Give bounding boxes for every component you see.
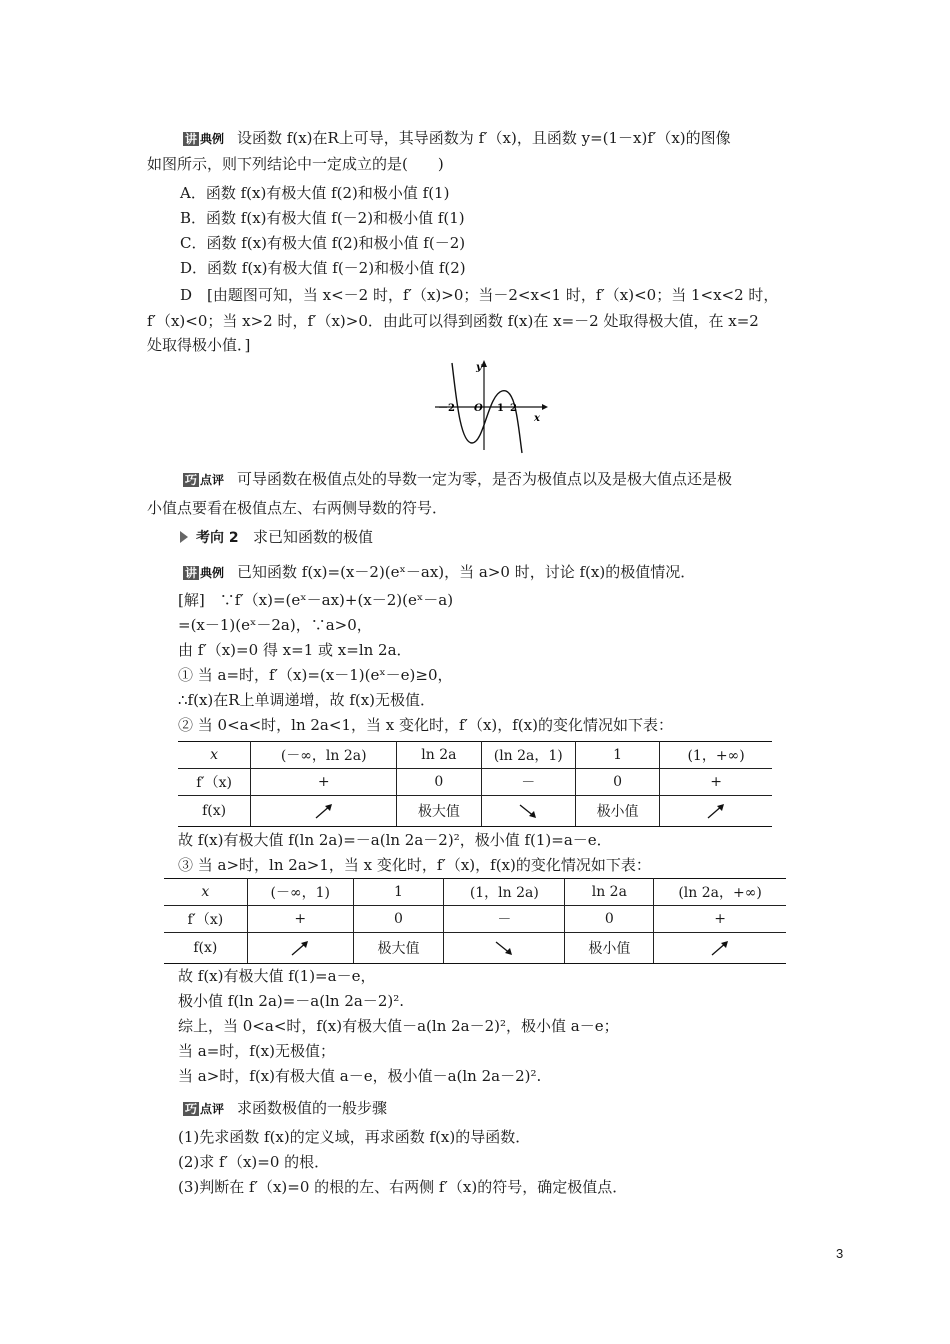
table-cell: (ln 2a，1) <box>481 742 575 769</box>
table-cell: 极大值 <box>397 796 481 827</box>
table-cell: + <box>654 906 786 933</box>
tick-1: 1 <box>497 403 504 414</box>
table-cell: (1，ln 2a) <box>444 879 565 906</box>
table-cell: x <box>210 747 219 763</box>
x-label: x <box>534 413 540 424</box>
comment-title: 求函数极值的一般步骤 <box>237 1099 388 1117</box>
conclusion-line: 故 f(x)有极大值 f(1)=a－e， <box>178 967 376 985</box>
triangle-icon <box>180 531 188 543</box>
solution-line: =(x－1)(eˣ－2a)，∵a>0， <box>178 616 372 634</box>
y-label: y <box>476 362 482 373</box>
increasing-arrow-icon <box>705 802 727 820</box>
increasing-arrow-icon <box>313 802 335 820</box>
table-cell: x <box>201 884 210 900</box>
tag-box: 讲 <box>185 132 198 146</box>
comment2-header <box>180 1097 387 1119</box>
table-cell: ln 2a <box>397 742 481 769</box>
table-cell: ln 2a <box>565 879 654 906</box>
table-cell: 极小值 <box>565 933 654 964</box>
table-row <box>178 769 772 796</box>
table-cell: (－∞，ln 2a) <box>251 742 397 769</box>
section-header <box>180 526 373 549</box>
table-cell: 1 <box>353 879 443 906</box>
table-cell <box>251 796 397 827</box>
table-cell <box>654 933 786 964</box>
answer-line2: f′（x)<0；当 x>2 时，f′（x)>0．由此可以得到函数 f(x)在 x=－2 处取得极大值，在 x=2 <box>147 312 759 330</box>
comment-tag <box>180 1100 227 1118</box>
tick-neg2: －2 <box>438 403 455 414</box>
table-cell: 极大值 <box>353 933 443 964</box>
table-cell: － <box>481 769 575 796</box>
origin-label: O <box>474 403 483 414</box>
conclusion-line: 极小值 f(ln 2a)=－a(ln 2a－2)². <box>178 992 404 1010</box>
question-text: 已知函数 f(x)=(x－2)(eˣ－ax)，当 a>0 时，讨论 f(x)的极值情况． <box>237 563 696 581</box>
table-cell: － <box>444 906 565 933</box>
option-a: A．函数 f(x)有极大值 f(2)和极小值 f(1) <box>180 184 450 202</box>
example1-question-line1 <box>180 127 731 149</box>
table-cell: 1 <box>575 742 659 769</box>
example2-question <box>180 561 695 583</box>
section-title: 求已知函数的极值 <box>252 528 373 546</box>
step-item: (2)求 f′（x)=0 的根． <box>178 1153 330 1171</box>
option-c: C．函数 f(x)有极大值 f(2)和极小值 f(－2) <box>180 234 466 252</box>
table-cell: (－∞，1) <box>247 879 353 906</box>
answer-line3: 处取得极小值．] <box>147 336 251 354</box>
tag-box: 巧 <box>185 473 198 487</box>
table-row <box>164 906 786 933</box>
table-cell: f′（x) <box>164 906 247 933</box>
solution-line: ① 当 a=时，f′（x)=(x－1)(eˣ－e)≥0， <box>178 666 453 684</box>
case3-line: ③ 当 a>时，ln 2a>1，当 x 变化时，f′（x)，f(x)的变化情况如下表： <box>178 856 651 874</box>
comment1-line1 <box>180 468 732 490</box>
answer-line1: D [由题图可知，当 x<－2 时，f′（x)>0；当－2<x<1 时，f′（x)<0；当 1<x<2 时， <box>180 286 779 304</box>
table-cell: 0 <box>353 906 443 933</box>
conclusion-line: 当 a>时，f(x)有极大值 a－e，极小值－a(ln 2a－2)². <box>178 1067 542 1085</box>
tag-text: 典例 <box>200 132 225 146</box>
table-cell <box>660 796 772 827</box>
table-cell: f(x) <box>178 796 251 827</box>
tag-text: 点评 <box>200 473 225 487</box>
variation-table-2 <box>164 878 786 964</box>
question-text: 设函数 f(x)在R上可导，其导函数为 f′（x)，且函数 y=(1－x)f′（x)的图像 <box>237 129 731 147</box>
table-cell: 0 <box>575 769 659 796</box>
table-cell: + <box>251 769 397 796</box>
comment-tag <box>180 471 227 489</box>
solution-line: 由 f′（x)=0 得 x=1 或 x=ln 2a． <box>178 641 412 659</box>
table-row <box>178 742 772 769</box>
variation-table-1 <box>178 741 772 827</box>
table-cell: 0 <box>397 769 481 796</box>
table-cell: (1，+∞) <box>660 742 772 769</box>
x-axis-arrow <box>542 404 548 410</box>
table-cell: 极小值 <box>575 796 659 827</box>
example-tag <box>180 130 227 148</box>
tag-box: 巧 <box>185 1102 198 1116</box>
tag-box: 讲 <box>185 566 198 580</box>
tag-text: 典例 <box>200 566 225 580</box>
table-cell <box>247 933 353 964</box>
table-cell: 0 <box>565 906 654 933</box>
step-item: (3)判断在 f′（x)=0 的根的左、右两侧 f′（x)的符号，确定极值点． <box>178 1178 628 1196</box>
tick-2: 2 <box>510 403 517 414</box>
derivative-graph <box>430 355 560 455</box>
table-row <box>178 796 772 827</box>
comment-text: 可导函数在极值点处的导数一定为零，是否为极值点以及是极大值点还是极 <box>237 470 733 488</box>
solution-line: [解] ∵f′（x)=(eˣ－ax)+(x－2)(eˣ－a) <box>178 591 454 609</box>
conclusion-line: 综上，当 0<a<时，f(x)有极大值－a(ln 2a－2)²，极小值 a－e； <box>178 1017 619 1035</box>
step-item: (1)先求函数 f(x)的定义域，再求函数 f(x)的导函数． <box>178 1128 531 1146</box>
table-row <box>164 933 786 964</box>
table-row <box>164 879 786 906</box>
option-b: B．函数 f(x)有极大值 f(－2)和极小值 f(1) <box>180 209 465 227</box>
comment1-line2: 小值点要看在极值点左、右两侧导数的符号． <box>147 499 448 517</box>
y-axis-arrow <box>481 360 487 367</box>
table-cell: + <box>247 906 353 933</box>
table-cell <box>444 933 565 964</box>
conclusion-line: 当 a=时，f(x)无极值； <box>178 1042 335 1060</box>
solution-line: ② 当 0<a<时，ln 2a<1，当 x 变化时，f′（x)，f(x)的变化情况如下表： <box>178 716 673 734</box>
increasing-arrow-icon <box>709 939 731 957</box>
section-label: 考向 2 <box>196 530 239 546</box>
example1-question-line2: 如图所示，则下列结论中一定成立的是( ) <box>147 155 444 173</box>
decreasing-arrow-icon <box>517 802 539 820</box>
table-cell: (ln 2a，+∞) <box>654 879 786 906</box>
table-cell: f′（x) <box>178 769 251 796</box>
example-tag <box>180 564 227 582</box>
option-d: D．函数 f(x)有极大值 f(－2)和极小值 f(2) <box>180 259 466 277</box>
table1-conclusion: 故 f(x)有极大值 f(ln 2a)=－a(ln 2a－2)²，极小值 f(1)=a－e． <box>178 831 612 849</box>
increasing-arrow-icon <box>289 939 311 957</box>
solution-line: ∴f(x)在R上单调递增，故 f(x)无极值． <box>178 691 436 709</box>
decreasing-arrow-icon <box>493 939 515 957</box>
table-cell: f(x) <box>164 933 247 964</box>
table-cell: + <box>660 769 772 796</box>
tag-text: 点评 <box>200 1102 225 1116</box>
page-number: 3 <box>836 1246 844 1261</box>
table-cell <box>481 796 575 827</box>
